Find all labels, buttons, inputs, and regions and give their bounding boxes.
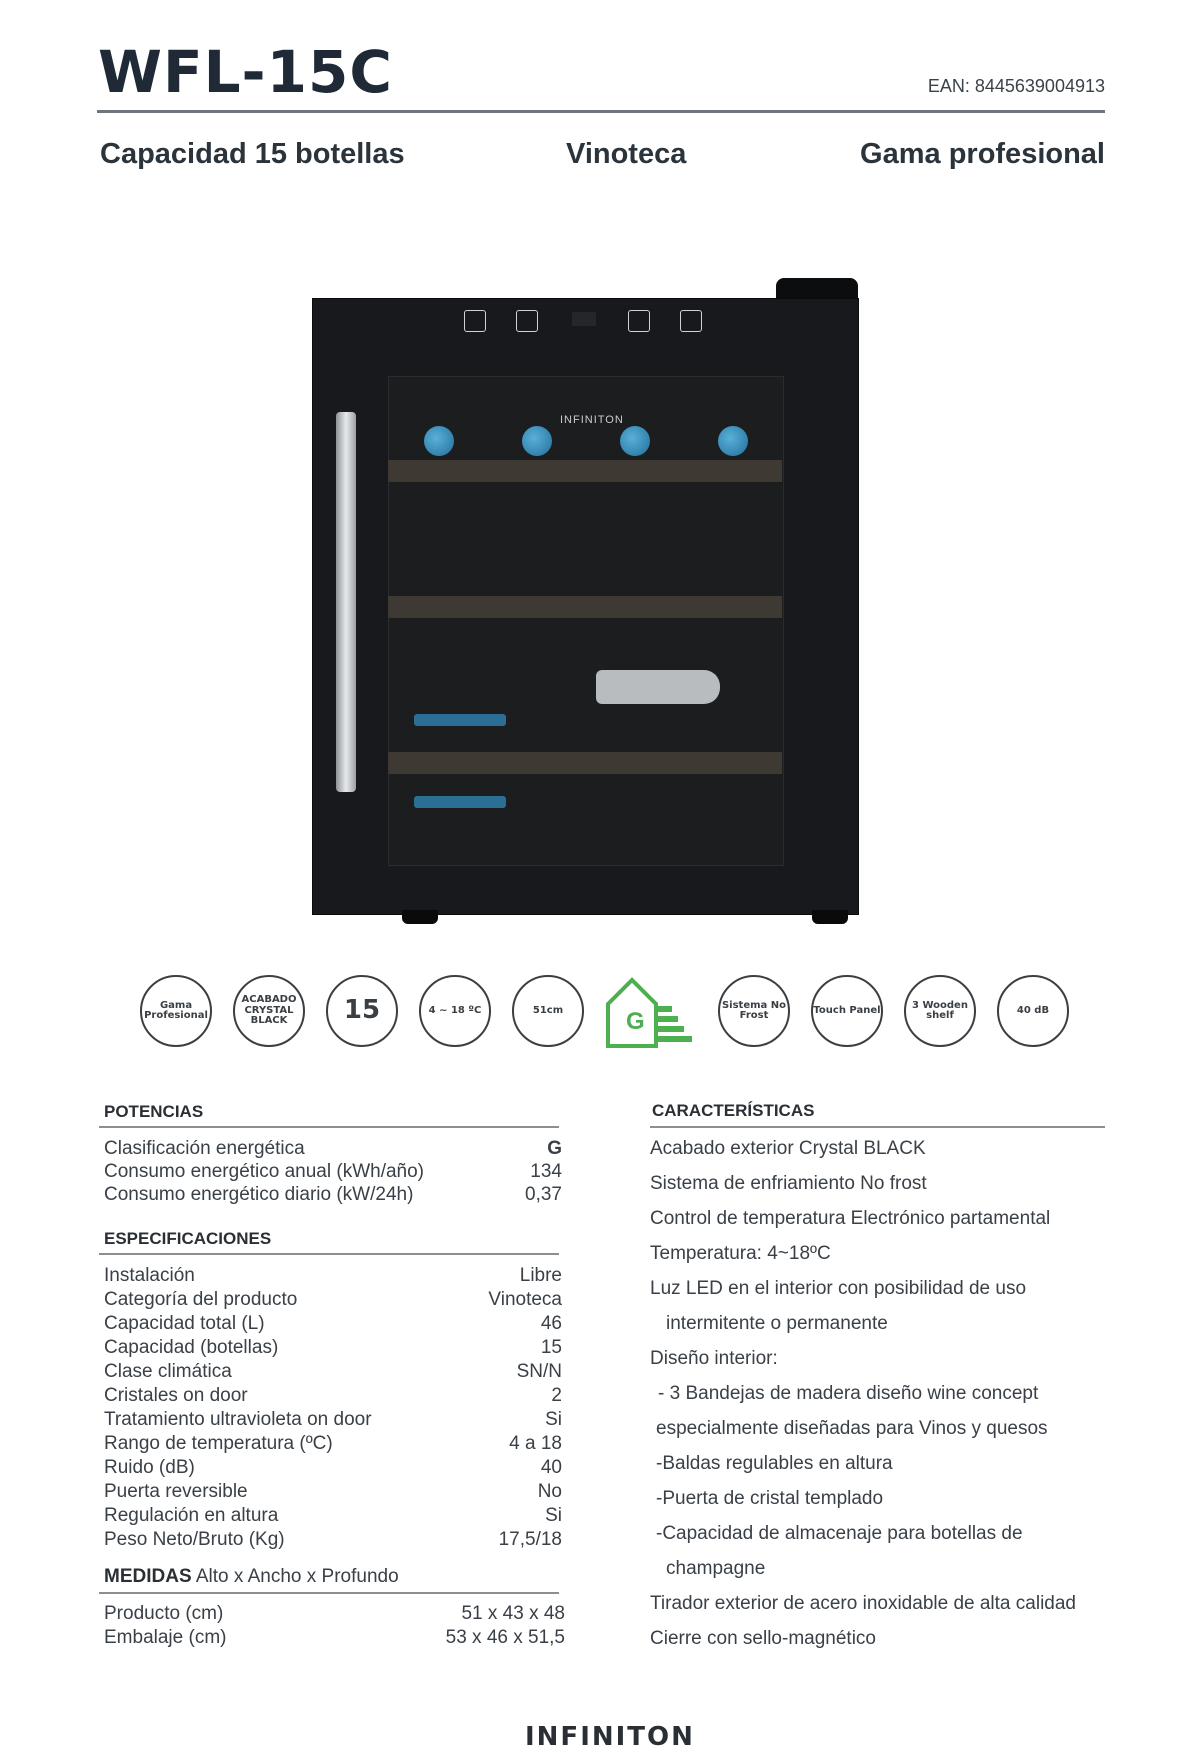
brand-logo: INFINITON	[525, 1722, 695, 1752]
medidas-title: MEDIDAS	[104, 1566, 192, 1587]
medidas-subtitle: Alto x Ancho x Profundo	[195, 1566, 399, 1587]
no-frost-icon: Sistema No Frost	[718, 975, 790, 1047]
caracteristicas-title: CARACTERÍSTICAS	[652, 1101, 815, 1120]
wooden-shelf	[388, 752, 782, 774]
table-row-label: Rango de temperatura (ºC)	[104, 1433, 333, 1454]
table-row-label: Cristales on door	[104, 1385, 248, 1406]
ean-code: EAN: 8445639004913	[927, 76, 1105, 96]
bottle-cap	[718, 426, 748, 456]
thermometer-icon: 4 ~ 18 ºC	[419, 975, 491, 1047]
feature-line: Sistema de enfriamiento No frost	[650, 1173, 927, 1194]
feature-line: Temperatura: 4~18ºC	[650, 1243, 831, 1264]
energy-class-icon	[604, 974, 700, 1050]
table-row-label: Capacidad total (L)	[104, 1313, 265, 1334]
table-row-value: 46	[540, 1313, 562, 1334]
medidas-heading	[104, 1566, 399, 1588]
wooden-shelf	[388, 460, 782, 482]
table-row-value: Libre	[519, 1265, 562, 1286]
table-row-value: Vinoteca	[488, 1289, 562, 1310]
feature-line: especialmente diseñadas para Vinos y quesos	[656, 1418, 1048, 1439]
noise-icon: 40 dB	[997, 975, 1069, 1047]
table-row-value: G	[547, 1138, 562, 1159]
subtitle-capacity: Capacidad 15 botellas	[100, 138, 405, 170]
professional-range-icon: Gama Profesional	[140, 975, 212, 1047]
table-row-label: Producto (cm)	[104, 1603, 224, 1624]
lying-bottle	[596, 670, 720, 704]
light-button-icon	[516, 310, 538, 332]
table-row-label: Regulación en altura	[104, 1505, 279, 1526]
section-rule	[99, 1592, 559, 1594]
feature-line: -Puerta de cristal templado	[656, 1488, 884, 1509]
section-rule	[650, 1126, 1105, 1128]
bottle-side	[414, 796, 506, 808]
section-rule	[99, 1253, 559, 1255]
table-row-value: 134	[530, 1161, 562, 1182]
wooden-shelf-icon: 3 Wooden shelf	[904, 975, 976, 1047]
feature-line: -Baldas regulables en altura	[656, 1453, 893, 1474]
table-row-value: SN/N	[516, 1361, 562, 1382]
table-row-label: Clasificación energética	[104, 1138, 305, 1159]
feature-line: Control de temperatura Electrónico partamental	[650, 1208, 1051, 1229]
table-row-value: 0,37	[525, 1184, 562, 1205]
bottle-side	[414, 714, 506, 726]
feature-line: Cierre con sello-magnético	[650, 1628, 876, 1649]
energy-class-letter: G	[626, 1008, 645, 1035]
bottle-cap	[424, 426, 454, 456]
feature-line: -Capacidad de almacenaje para botellas de	[656, 1523, 1023, 1544]
feature-line: Tirador exterior de acero inoxidable de alta calidad	[650, 1593, 1076, 1614]
temperature-display	[572, 312, 596, 326]
bottles-15-icon: 15	[326, 975, 398, 1047]
feature-line: - 3 Bandejas de madera diseño wine concept	[658, 1383, 1039, 1404]
table-row-label: Consumo energético anual (kWh/año)	[104, 1161, 425, 1182]
table-row-label: Clase climática	[104, 1361, 232, 1382]
table-row-label: Capacidad (botellas)	[104, 1337, 279, 1358]
feature-line: Acabado exterior Crystal BLACK	[650, 1138, 926, 1159]
table-row-label: Tratamiento ultravioleta on door	[104, 1409, 372, 1430]
table-row-value: No	[537, 1481, 562, 1502]
model-title: WFL-15C	[98, 38, 393, 106]
table-row-value: Si	[545, 1505, 562, 1526]
table-row-value: 40	[540, 1457, 562, 1478]
table-row-label: Instalación	[104, 1265, 195, 1286]
feature-line: intermitente o permanente	[666, 1313, 888, 1334]
table-row-value: 15	[540, 1337, 562, 1358]
table-row-value: 2	[551, 1385, 562, 1406]
wooden-shelf	[388, 596, 782, 618]
glass-brand-logo: INFINITON	[560, 414, 624, 426]
subtitle-range: Gama profesional	[860, 138, 1105, 170]
subtitle-category: Vinoteca	[566, 138, 687, 170]
table-row-value: 17,5/18	[498, 1529, 562, 1550]
height-icon: 51cm	[512, 975, 584, 1047]
cooler-foot-left	[402, 910, 438, 924]
potencias-title: POTENCIAS	[104, 1102, 204, 1121]
table-row-label: Peso Neto/Bruto (Kg)	[104, 1529, 285, 1550]
header-divider	[97, 110, 1105, 113]
temp-up-button-icon	[628, 310, 650, 332]
feature-line: champagne	[666, 1558, 766, 1579]
steel-handle	[336, 412, 356, 792]
especificaciones-title: ESPECIFICACIONES	[104, 1229, 272, 1248]
power-button-icon	[464, 310, 486, 332]
crystal-black-icon: ACABADO CRYSTAL BLACK	[233, 975, 305, 1047]
table-row-label: Ruido (dB)	[104, 1457, 195, 1478]
table-row-value: 53 x 46 x 51,5	[445, 1627, 565, 1648]
table-row-label: Consumo energético diario (kW/24h)	[104, 1184, 414, 1205]
bottle-cap	[522, 426, 552, 456]
section-rule	[99, 1126, 559, 1128]
feature-line: Diseño interior:	[650, 1348, 778, 1369]
table-row-label: Categoría del producto	[104, 1289, 298, 1310]
table-row-label: Embalaje (cm)	[104, 1627, 227, 1648]
table-row-value: 51 x 43 x 48	[461, 1603, 565, 1624]
cooler-foot-right	[812, 910, 848, 924]
temp-down-button-icon	[680, 310, 702, 332]
feature-line: Luz LED en el interior con posibilidad de uso	[650, 1278, 1027, 1299]
table-row-value: Si	[545, 1409, 562, 1430]
table-row-label: Puerta reversible	[104, 1481, 248, 1502]
touch-panel-icon: Touch Panel	[811, 975, 883, 1047]
bottle-cap	[620, 426, 650, 456]
table-row-value: 4 a 18	[509, 1433, 562, 1454]
